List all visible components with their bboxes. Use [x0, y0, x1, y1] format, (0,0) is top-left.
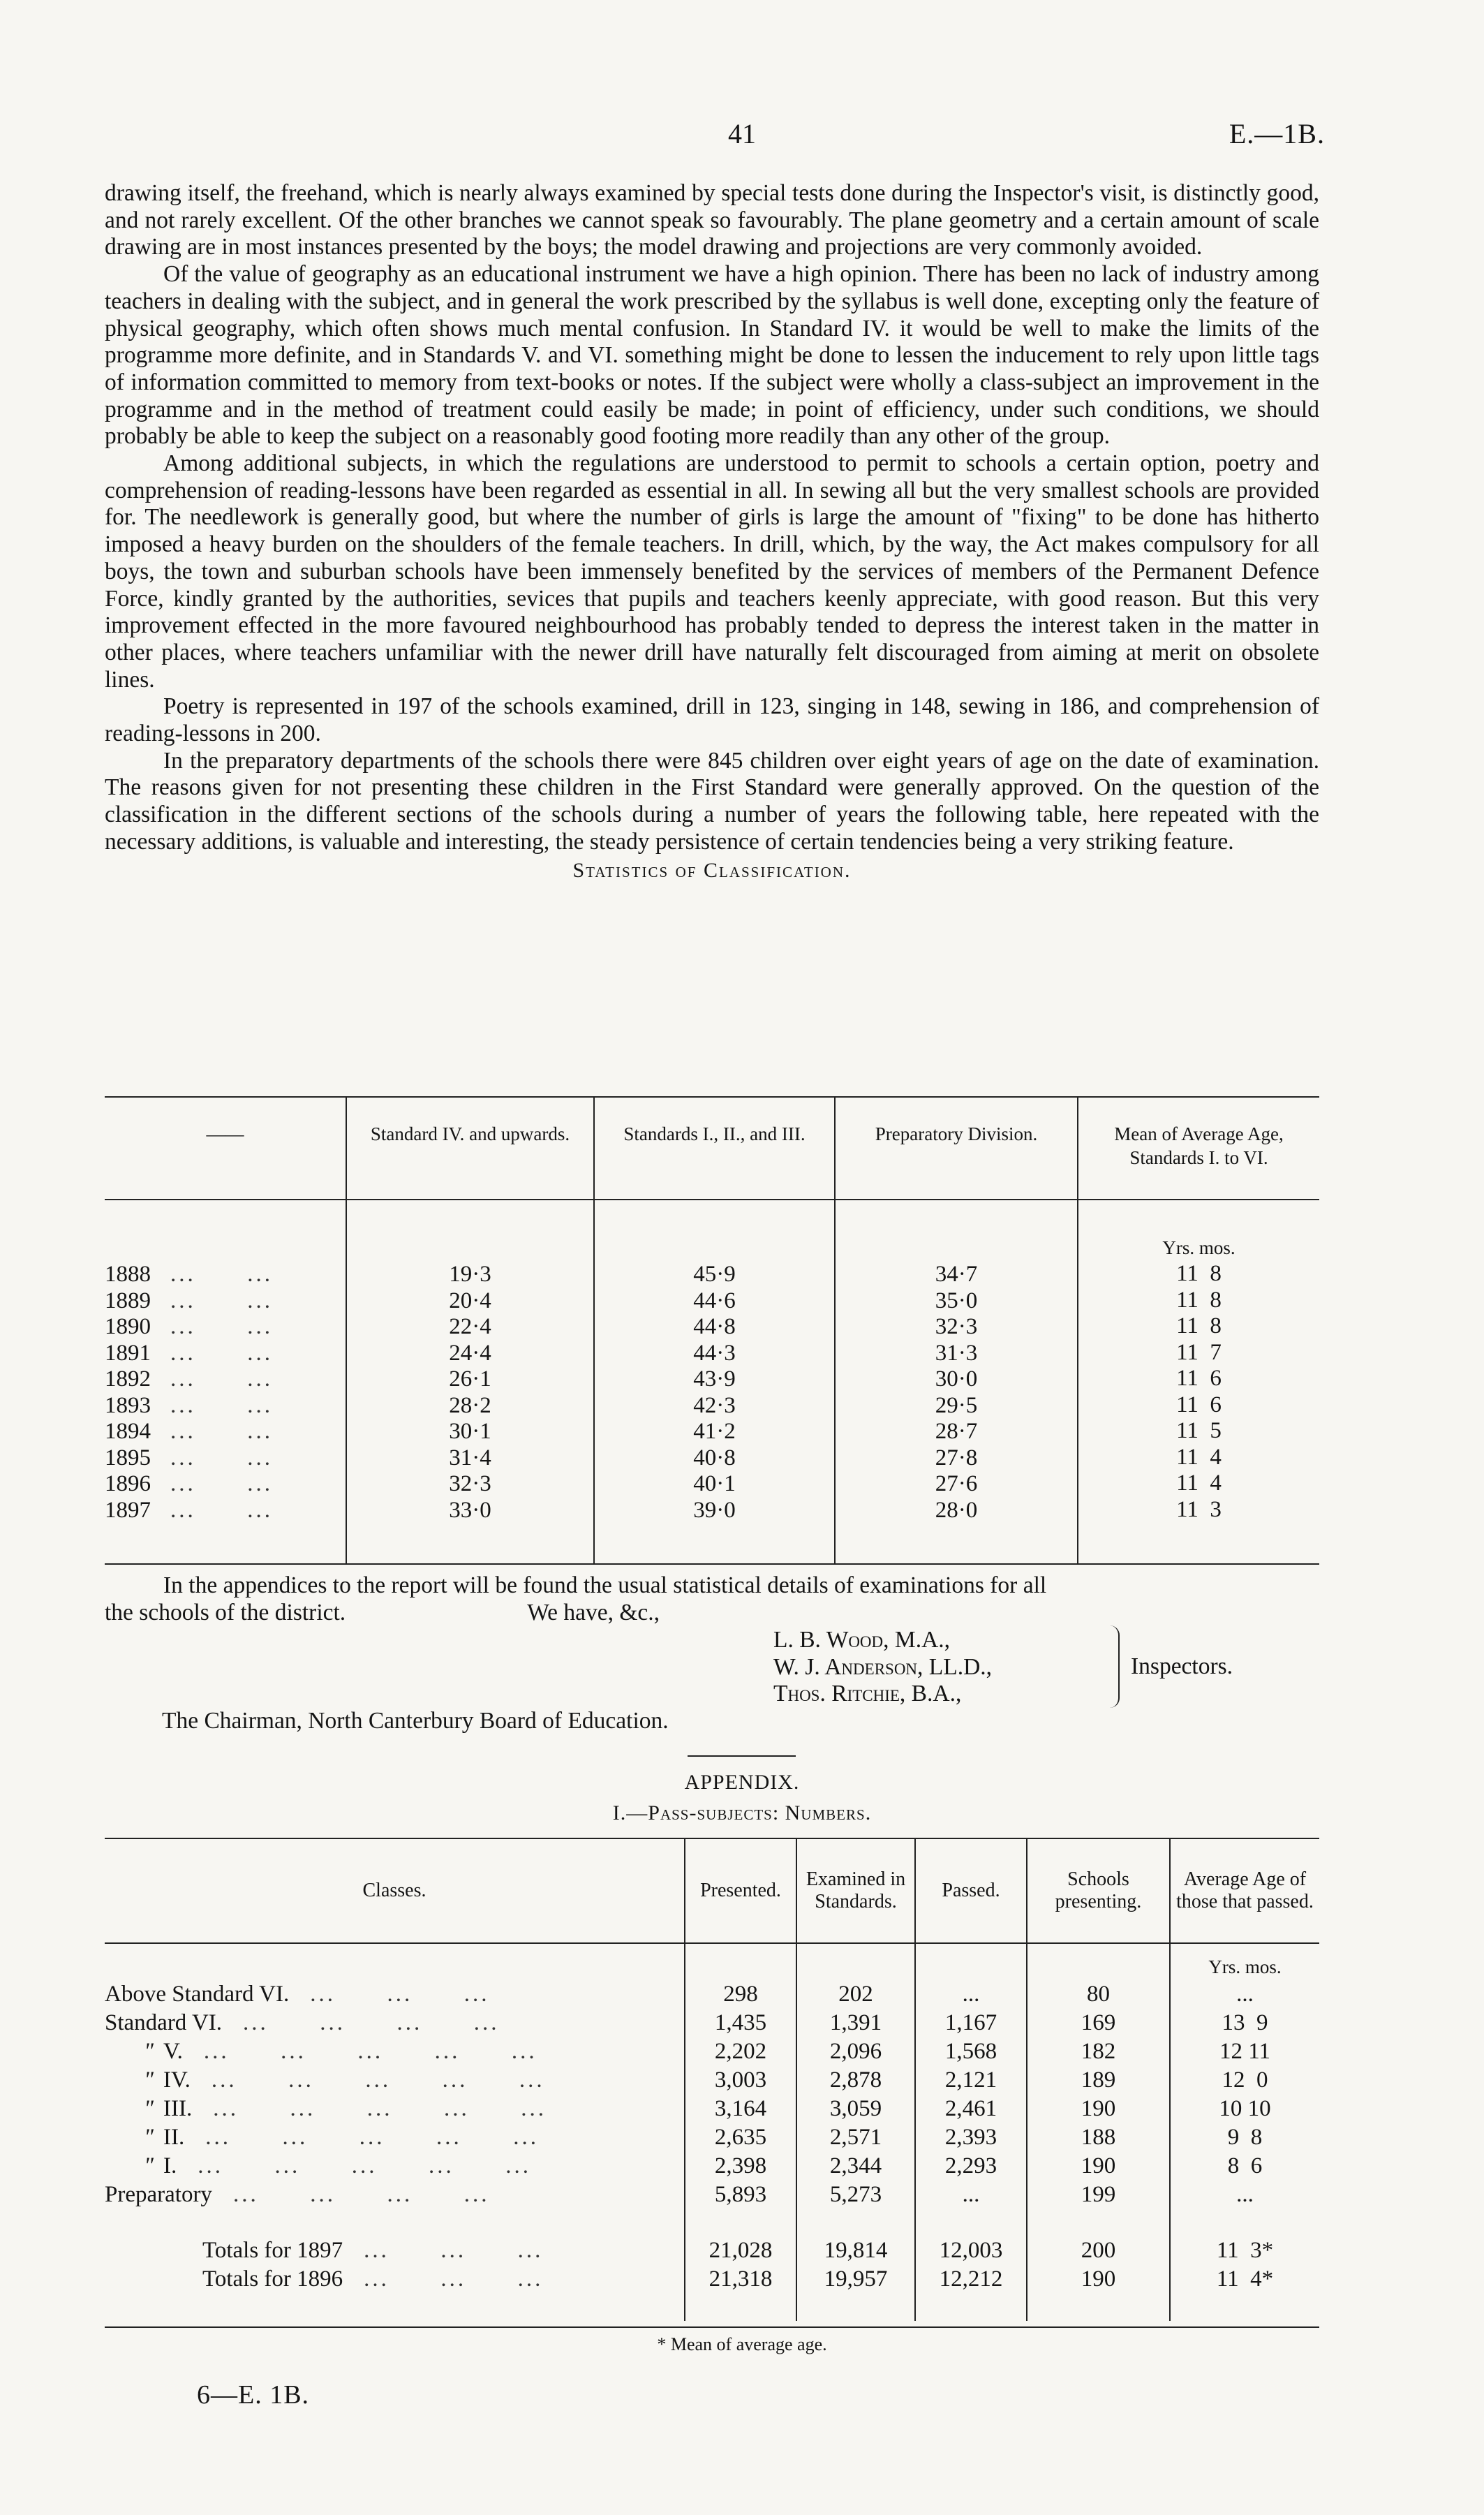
pass-subjects-table	[105, 1838, 1319, 2321]
totals-row-label	[105, 2236, 684, 2265]
age-value: ...	[1236, 1982, 1254, 2007]
stats-std4-value: 28·2	[449, 1392, 491, 1418]
examined-value: 3,059	[829, 2096, 882, 2121]
stats-std1-3-value: 44·3	[693, 1340, 736, 1366]
row-gap	[1027, 2209, 1169, 2236]
pass-header-schools: Schools presenting.	[1026, 1839, 1169, 1942]
stats-prep-value: 35·0	[935, 1288, 978, 1313]
signatory-anderson: W. J. Anderson, LL.D.,	[773, 1653, 993, 1680]
class-row-label	[105, 2152, 684, 2181]
stats-prep-value: 27·6	[935, 1471, 978, 1496]
passed-value: 2,461	[944, 2096, 997, 2121]
closing-line-2-text: the schools of the district.	[105, 1599, 346, 1625]
leader-dots: ... ...	[170, 1471, 273, 1496]
ditto-mark: "	[144, 2096, 154, 2121]
class-label: Totals for 1896	[202, 2266, 343, 2292]
total-presented-value: 21,028	[708, 2238, 773, 2263]
presented-value: 3,164	[714, 2096, 767, 2121]
class-label: V.	[163, 2039, 183, 2064]
row-gap	[916, 2209, 1026, 2236]
leader-dots: ... ... ... ...	[243, 2010, 500, 2035]
total-age-value: 11 3*	[1216, 2238, 1274, 2263]
leader-dots: ... ...	[170, 1392, 273, 1418]
stats-age-value: 11 3	[1176, 1496, 1222, 1522]
class-row-label	[105, 2123, 684, 2152]
stats-std1-3-value: 39·0	[693, 1497, 736, 1523]
stats-year: 1897	[105, 1497, 151, 1523]
leader-dots: ... ... ...	[364, 2238, 544, 2263]
pass-age-column	[1169, 1944, 1319, 2321]
class-label: Standard VI.	[105, 2010, 223, 2035]
stats-age-column	[1077, 1200, 1319, 1563]
passed-value: 2,121	[944, 2067, 997, 2093]
stats-header-std4: Standard IV. and upwards.	[346, 1098, 593, 1199]
total-age-value: 11 4*	[1216, 2266, 1274, 2292]
leader-dots: ... ...	[170, 1314, 273, 1339]
brace	[1110, 1625, 1120, 1708]
signatory-wood: L. B. Wood, M.A.,	[773, 1627, 951, 1653]
passed-value: ...	[962, 1982, 980, 2007]
stats-age-value: 11 4	[1176, 1444, 1222, 1470]
stats-std1-3-value: 40·8	[693, 1445, 736, 1470]
class-label: Preparatory	[105, 2182, 212, 2207]
paragraph-preparatory: In the preparatory departments of the schools there were 845 children over eight years of age on the date of examination. The reasons given for not presenting these children in the First Standard were generally approved. On the question of the classification in the different sections of the schools during a number of years the following table, here repeated with the necessary additions, is valuable and interesting, the steady persistence of certain tendencies being a very striking feature.	[105, 747, 1319, 855]
stats-prep-column	[834, 1200, 1077, 1563]
class-label: II.	[163, 2125, 185, 2150]
presented-value: 1,435	[714, 2010, 767, 2035]
passed-value: 2,393	[944, 2125, 997, 2150]
age-value: 10 10	[1219, 2096, 1271, 2121]
pass-presented-column	[684, 1944, 796, 2321]
stats-year-cell	[105, 1498, 346, 1524]
row-gap	[797, 2209, 914, 2236]
row-gap	[105, 2209, 684, 2236]
schools-value: 189	[1081, 2067, 1116, 2093]
stats-header-age: Mean of Average Age, Standards I. to VI.	[1077, 1098, 1319, 1199]
stats-table-caption: Statistics of Classification.	[572, 858, 852, 882]
pass-passed-column	[914, 1944, 1026, 2321]
leader-dots: ... ... ... ... ...	[198, 2153, 531, 2178]
presented-value: 3,003	[714, 2067, 767, 2093]
stats-year-cell	[105, 1366, 346, 1393]
pass-header-presented: Presented.	[684, 1839, 796, 1942]
total-schools-value: 200	[1081, 2238, 1116, 2263]
sheet-mark: 6—E. 1B.	[197, 2380, 310, 2410]
stats-age-unit: Yrs. mos.	[1162, 1237, 1236, 1258]
schools-value: 188	[1081, 2125, 1116, 2150]
stats-year-cell	[105, 1262, 346, 1288]
addressee: The Chairman, North Canterbury Board of Education.	[162, 1708, 669, 1734]
stats-prep-value: 29·5	[935, 1392, 978, 1418]
pass-table-header	[105, 1839, 1319, 1944]
leader-dots: ... ... ... ... ...	[203, 2039, 537, 2064]
paragraph-drawing: drawing itself, the freehand, which is nearly always examined by special tests done during the Inspector's visit, is distinctly good, and not rarely excellent. Of the other branches we cannot speak so favourably. The plane geometry and a certain amount of scale drawing are in most instances presented by the boys; the model drawing and projections are very commonly avoided.	[105, 180, 1319, 260]
schools-value: 190	[1081, 2153, 1116, 2178]
examined-value: 2,571	[829, 2125, 882, 2150]
pass-header-examined: Examined in Standards.	[796, 1839, 914, 1942]
stats-age-value: 11 7	[1176, 1339, 1222, 1365]
total-presented-value: 21,318	[708, 2266, 773, 2292]
age-value: 9 8	[1227, 2125, 1263, 2150]
stats-prep-value: 31·3	[935, 1340, 978, 1366]
pass-header-passed: Passed.	[914, 1839, 1026, 1942]
stats-prep-value: 32·3	[935, 1314, 978, 1339]
row-gap	[685, 2209, 796, 2236]
ditto-mark: "	[144, 2067, 154, 2093]
stats-std4-value: 20·4	[449, 1288, 491, 1313]
report-body	[105, 180, 1319, 884]
totals-row-label	[105, 2265, 684, 2294]
age-value: 12 0	[1222, 2067, 1268, 2093]
examined-value: 5,273	[829, 2182, 882, 2207]
examined-value: 2,096	[829, 2039, 882, 2064]
leader-dots: ... ...	[170, 1497, 273, 1523]
inspectors-label: Inspectors.	[1131, 1653, 1233, 1679]
pass-examined-column	[796, 1944, 914, 2321]
schools-value: 182	[1081, 2039, 1116, 2064]
stats-year: 1889	[105, 1288, 151, 1313]
we-have: We have, &c.,	[527, 1599, 660, 1625]
stats-std4-value: 30·1	[449, 1419, 491, 1444]
stats-prep-value: 27·8	[935, 1445, 978, 1470]
age-value: 13 9	[1222, 2010, 1268, 2035]
row-gap	[1171, 2209, 1319, 2236]
stats-age-value: 11 5	[1176, 1418, 1222, 1443]
schools-value: 199	[1081, 2182, 1116, 2207]
class-row-label	[105, 2009, 684, 2037]
stats-header-year: ——	[206, 1123, 244, 1144]
closing-line-1: In the appendices to the report will be found the usual statistical details of examinations for all	[163, 1572, 1047, 1598]
stats-year: 1896	[105, 1471, 151, 1496]
stats-year: 1892	[105, 1366, 151, 1392]
passed-value: 1,568	[944, 2039, 997, 2064]
presented-value: 2,398	[714, 2153, 767, 2178]
stats-year-cell	[105, 1419, 346, 1445]
stats-std1-3-value: 43·9	[693, 1366, 736, 1392]
presented-value: 2,635	[714, 2125, 767, 2150]
stats-std1-3-value: 42·3	[693, 1392, 736, 1418]
stats-table-header	[105, 1098, 1319, 1200]
stats-std4-column	[346, 1200, 593, 1563]
class-row-label	[105, 1980, 684, 2009]
leader-dots: ... ...	[170, 1366, 273, 1392]
stats-age-value: 11 8	[1176, 1287, 1222, 1313]
stats-year: 1893	[105, 1392, 151, 1418]
examined-value: 2,344	[829, 2153, 882, 2178]
stats-std4-value: 32·3	[449, 1471, 491, 1496]
total-passed-value: 12,003	[939, 2238, 1003, 2263]
stats-header-prep: Preparatory Division.	[834, 1098, 1077, 1199]
pass-age-unit: Yrs. mos.	[1208, 1956, 1282, 1977]
age-value: 8 6	[1227, 2153, 1263, 2178]
stats-age-value: 11 8	[1176, 1261, 1222, 1286]
class-label: I.	[163, 2153, 177, 2178]
stats-year: 1890	[105, 1314, 151, 1339]
footnote: * Mean of average age.	[657, 2334, 827, 2354]
leader-dots: ... ...	[170, 1340, 273, 1366]
stats-std4-value: 24·4	[449, 1340, 491, 1366]
stats-std4-value: 31·4	[449, 1445, 491, 1470]
closing-line-2	[105, 1600, 1319, 1627]
leader-dots: ... ...	[170, 1445, 273, 1470]
pass-header-classes: Classes.	[362, 1880, 426, 1901]
class-label: III.	[163, 2096, 193, 2121]
class-label: Above Standard VI.	[105, 1982, 290, 2007]
paragraph-poetry: Poetry is represented in 197 of the schools examined, drill in 123, singing in 148, sewing in 186, and comprehension of reading-lessons in 200.	[105, 693, 1319, 747]
leader-dots: ... ... ... ...	[232, 2182, 490, 2207]
stats-prep-value: 28·0	[935, 1497, 978, 1523]
stats-std1-3-column	[593, 1200, 834, 1563]
stats-year-cell	[105, 1288, 346, 1315]
bottom-rule	[105, 2326, 1319, 2328]
total-examined-value: 19,814	[824, 2238, 888, 2263]
leader-dots: ... ...	[170, 1288, 273, 1313]
age-value: ...	[1236, 2182, 1254, 2207]
signatory-ritchie: Thos. Ritchie, B.A.,	[773, 1681, 962, 1707]
total-examined-value: 19,957	[824, 2266, 888, 2292]
divider	[688, 1755, 796, 1757]
examined-value: 202	[838, 1982, 873, 2007]
ditto-mark: "	[144, 2125, 154, 2150]
stats-year-cell	[105, 1314, 346, 1341]
stats-header-std1-3: Standards I., II., and III.	[593, 1098, 834, 1199]
paragraph-geography: Of the value of geography as an educational instrument we have a high opinion. There has been no lack of industry among teachers in dealing with the subject, and in general the work prescribed by the syllabus is well done, excepting only the feature of physical geography, which often shows much mental confusion. In Standard IV. it would be well to make the limits of the programme more definite, and in Standards V. and VI. something might be done to lessen the inducement to rely upon little tags of information committed to memory from text-books or notes. If the subject were wholly a class-subject an improvement in the programme and in the method of treatment could easily be made; in point of efficiency, under such conditions, we should probably be able to keep the subject on a reasonably good footing more readily than any other of the group.	[105, 261, 1319, 450]
leader-dots: ... ... ... ... ...	[211, 2067, 545, 2093]
age-value: 12 11	[1219, 2039, 1271, 2064]
signatories	[773, 1627, 992, 1708]
schools-value: 190	[1081, 2096, 1116, 2121]
leader-dots: ... ... ...	[310, 1982, 490, 2007]
leader-dots: ... ... ...	[364, 2266, 544, 2292]
stats-year: 1894	[105, 1419, 151, 1444]
stats-prep-value: 30·0	[935, 1366, 978, 1392]
schools-value: 80	[1087, 1982, 1110, 2007]
passed-value: ...	[962, 2182, 980, 2207]
stats-std1-3-value: 45·9	[693, 1262, 736, 1287]
closing-text	[105, 1572, 1319, 1626]
stats-year: 1895	[105, 1445, 151, 1470]
presented-value: 5,893	[714, 2182, 767, 2207]
stats-std1-3-value: 44·8	[693, 1314, 736, 1339]
class-label: IV.	[163, 2067, 191, 2093]
ditto-mark: "	[144, 2039, 154, 2064]
class-row-label	[105, 2181, 684, 2209]
stats-age-value: 11 8	[1176, 1313, 1222, 1338]
examined-value: 1,391	[829, 2010, 882, 2035]
stats-std4-value: 33·0	[449, 1497, 491, 1523]
stats-year: 1891	[105, 1340, 151, 1366]
stats-age-value: 11 6	[1176, 1366, 1222, 1391]
stats-std4-value: 22·4	[449, 1314, 491, 1339]
presented-value: 2,202	[714, 2039, 767, 2064]
appendix-title: APPENDIX.	[684, 1771, 800, 1794]
paragraph-additional-subjects: Among additional subjects, in which the regulations are understood to permit to schools a certain option, poetry and comprehension of reading-lessons have been regarded as essential in all. In sewing all but the very smallest schools are provided for. The needlework is generally good, but where the number of girls is large the amount of "fixing" to be done has hitherto imposed a heavy burden on the shoulders of the female teachers. In drill, which, by the way, the Act makes compulsory for all boys, the town and suburban schools have been immensely benefited by the services of members of the Permanent Defence Force, kindly granted by the authorities, sevices that pupils and teachers keenly appreciate, with good reason. But this very improvement effected in the more favoured neighbourhood has probably tended to depress the interest taken in the matter in other places, where teachers unfamiliar with the newer drill have naturally felt discouraged from aiming at merit on obsolete lines.	[105, 450, 1319, 693]
statistics-table	[105, 1096, 1319, 1565]
stats-std1-3-value: 44·6	[693, 1288, 736, 1313]
leader-dots: ... ... ... ... ...	[213, 2096, 547, 2121]
page-number: 41	[728, 118, 756, 149]
stats-prep-value: 28·7	[935, 1419, 978, 1444]
ditto-mark: "	[144, 2153, 154, 2178]
pass-classes-column	[105, 1944, 684, 2321]
stats-year-cell	[105, 1445, 346, 1472]
leader-dots: ... ... ... ... ...	[205, 2125, 539, 2150]
stats-year-cell	[105, 1393, 346, 1419]
passed-value: 1,167	[944, 2010, 997, 2035]
stats-std1-3-value: 40·1	[693, 1471, 736, 1496]
class-row-label	[105, 2066, 684, 2095]
stats-age-value: 11 6	[1176, 1392, 1222, 1417]
stats-age-value: 11 4	[1176, 1470, 1222, 1496]
stats-year-cell	[105, 1471, 346, 1498]
class-row-label	[105, 2037, 684, 2066]
stats-year-cell	[105, 1341, 346, 1367]
stats-prep-value: 34·7	[935, 1262, 978, 1287]
stats-std4-value: 26·1	[449, 1366, 491, 1392]
pass-schools-column	[1026, 1944, 1169, 2321]
document-code: E.—1B.	[1229, 118, 1325, 149]
leader-dots: ... ...	[170, 1262, 273, 1287]
stats-year: 1888	[105, 1262, 151, 1287]
pass-header-age: Average Age of those that passed.	[1169, 1839, 1319, 1942]
class-label: Totals for 1897	[202, 2238, 343, 2263]
stats-year-column	[105, 1200, 346, 1563]
leader-dots: ... ...	[170, 1419, 273, 1444]
total-passed-value: 12,212	[939, 2266, 1003, 2292]
total-schools-value: 190	[1081, 2266, 1116, 2292]
stats-std4-value: 19·3	[449, 1262, 491, 1287]
passed-value: 2,293	[944, 2153, 997, 2178]
presented-value: 298	[723, 1982, 758, 2007]
stats-std1-3-value: 41·2	[693, 1419, 736, 1444]
appendix-subtitle: I.—Pass-subjects: Numbers.	[612, 1801, 872, 1824]
class-row-label	[105, 2095, 684, 2123]
examined-value: 2,878	[829, 2067, 882, 2093]
schools-value: 169	[1081, 2010, 1116, 2035]
